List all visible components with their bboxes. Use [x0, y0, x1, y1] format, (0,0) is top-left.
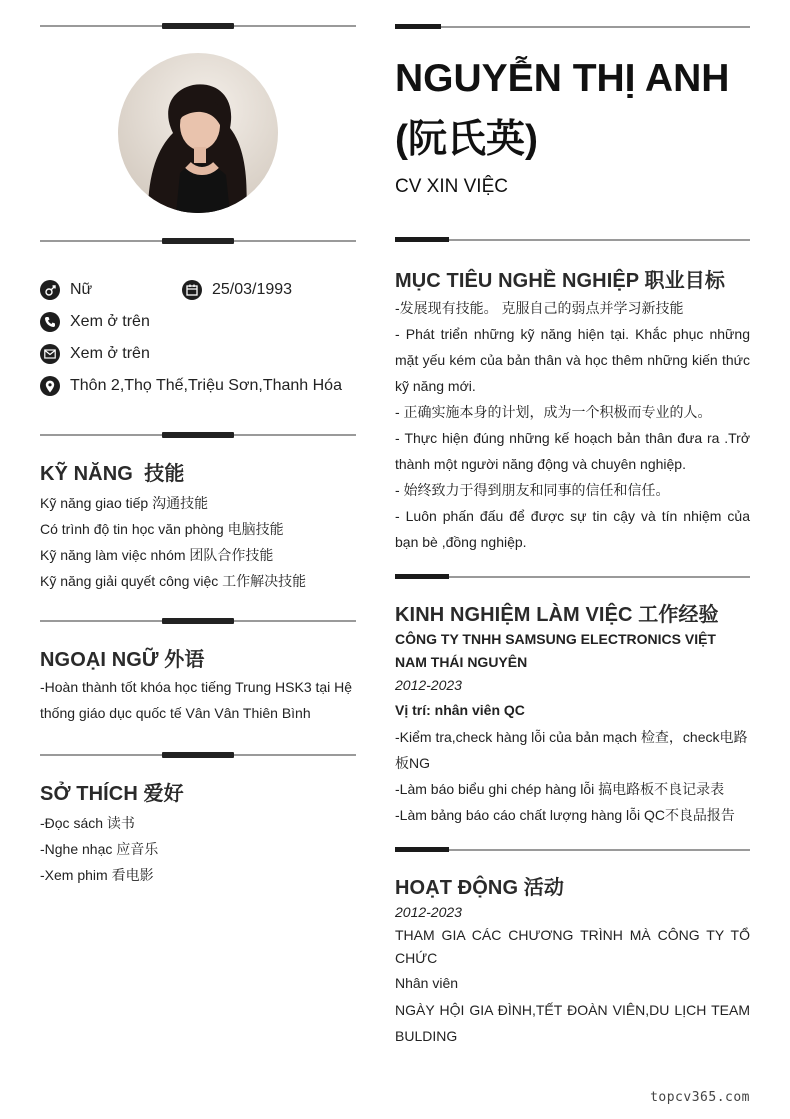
left-divider-1: [40, 240, 356, 242]
gender-icon: [40, 280, 60, 300]
top-left-divider: [40, 25, 356, 27]
candidate-name: NGUYỄN THỊ ANH (阮氏英): [395, 57, 730, 161]
skill-item: Kỹ năng làm việc nhóm 团队合作技能: [40, 547, 274, 563]
left-divider-3: [40, 620, 356, 622]
left-divider-4: [40, 754, 356, 756]
gender-row: [40, 280, 92, 300]
skill-item: Có trình độ tin học văn phòng 电脑技能: [40, 521, 284, 537]
experience-details: -Kiểm tra,check hàng lỗi của bản mạch 检查，check电路板NG -Làm báo biểu ghi chép hàng lỗi 搞电路板不良记录表 -Làm bảng báo cáo chất lượng hàng lỗi QC不良品报告: [395, 729, 748, 823]
address-value: Thôn 2,Thọ Thế,Triệu Sơn,Thanh Hóa: [70, 377, 342, 394]
activities-divider: [395, 849, 750, 851]
experience-period: 2012-2023: [395, 677, 462, 693]
footer-watermark: topcv365.com: [650, 1090, 750, 1105]
activities-name: THAM GIA CÁC CHƯƠNG TRÌNH MÀ CÔNG TY TỔ CHỨC: [395, 927, 750, 966]
address-row: [40, 376, 342, 396]
dob-value: 25/03/1993: [212, 281, 293, 298]
languages-title: NGOẠI NGỮ 外语: [40, 649, 205, 671]
objective-divider: [395, 239, 750, 241]
envelope-icon: [40, 344, 60, 364]
gender-value: Nữ: [70, 281, 93, 298]
skill-item: Kỹ năng giải quyết công việc 工作解决技能: [40, 573, 307, 589]
email-row: [40, 344, 150, 364]
avatar: [118, 53, 278, 213]
company-name: CÔNG TY TNHH SAMSUNG ELECTRONICS VIỆT NAM THÁI NGUYÊN: [395, 631, 716, 670]
left-divider-2: [40, 434, 356, 436]
activities-role: Nhân viên: [395, 975, 459, 991]
activities-period: 2012-2023: [395, 904, 462, 920]
dob-row: [182, 280, 292, 300]
cv-subtitle: CV XIN VIỆC: [395, 176, 508, 197]
hobby-item: -Nghe nhạc 应音乐: [40, 841, 159, 857]
phone-row: [40, 312, 150, 332]
hobby-item: -Đọc sách 读书: [40, 815, 135, 831]
skills-title: KỸ NĂNG 技能: [40, 463, 185, 485]
experience-position: Vị trí: nhân viên QC: [395, 702, 525, 718]
activities-title: HOẠT ĐỘNG 活动: [395, 877, 564, 899]
languages-text: -Hoàn thành tốt khóa học tiếng Trung HSK3 tại Hệ thống giáo dục quốc tế Vân Vân Thiên Bình: [40, 679, 353, 721]
location-pin-icon: [40, 376, 60, 396]
phone-icon: [40, 312, 60, 332]
objective-text: -发展现有技能。 克服自己的弱点并学习新技能 - Phát triển những kỹ năng hiện tại. Khắc phục những mặt yếu kém của bản thân và học thêm những kiến thức kỹ năng mới. - 正确实施本身的计划，成为一个积极而专业的人。 - Thực hiện đúng những kế hoạch bản thân đưa ra .Trở thành một người năng động và chuyên nghiệp. - 始终致力于得到朋友和同事的信任和信任。 - Luôn phấn đấu để được sự tin cậy và tín nhiệm của bạn bè ,đồng nghiệp.: [395, 300, 750, 550]
calendar-icon: [182, 280, 202, 300]
hobbies-title: SỞ THÍCH 爱好: [40, 783, 184, 805]
activities-desc: NGÀY HỘI GIA ĐÌNH,TẾT ĐOÀN VIÊN,DU LỊCH TEAM BULDING: [395, 1002, 750, 1044]
profile-photo: [118, 53, 278, 213]
email-value: Xem ở trên: [70, 345, 150, 362]
skill-item: Kỹ năng giao tiếp 沟通技能: [40, 495, 209, 511]
experience-title: KINH NGHIỆM LÀM VIỆC 工作经验: [395, 604, 719, 626]
top-right-divider: [395, 26, 750, 28]
phone-value: Xem ở trên: [70, 313, 150, 330]
experience-divider: [395, 576, 750, 578]
objective-title: MỤC TIÊU NGHỀ NGHIỆP 职业目标: [395, 270, 725, 292]
hobby-item: -Xem phim 看电影: [40, 867, 154, 883]
